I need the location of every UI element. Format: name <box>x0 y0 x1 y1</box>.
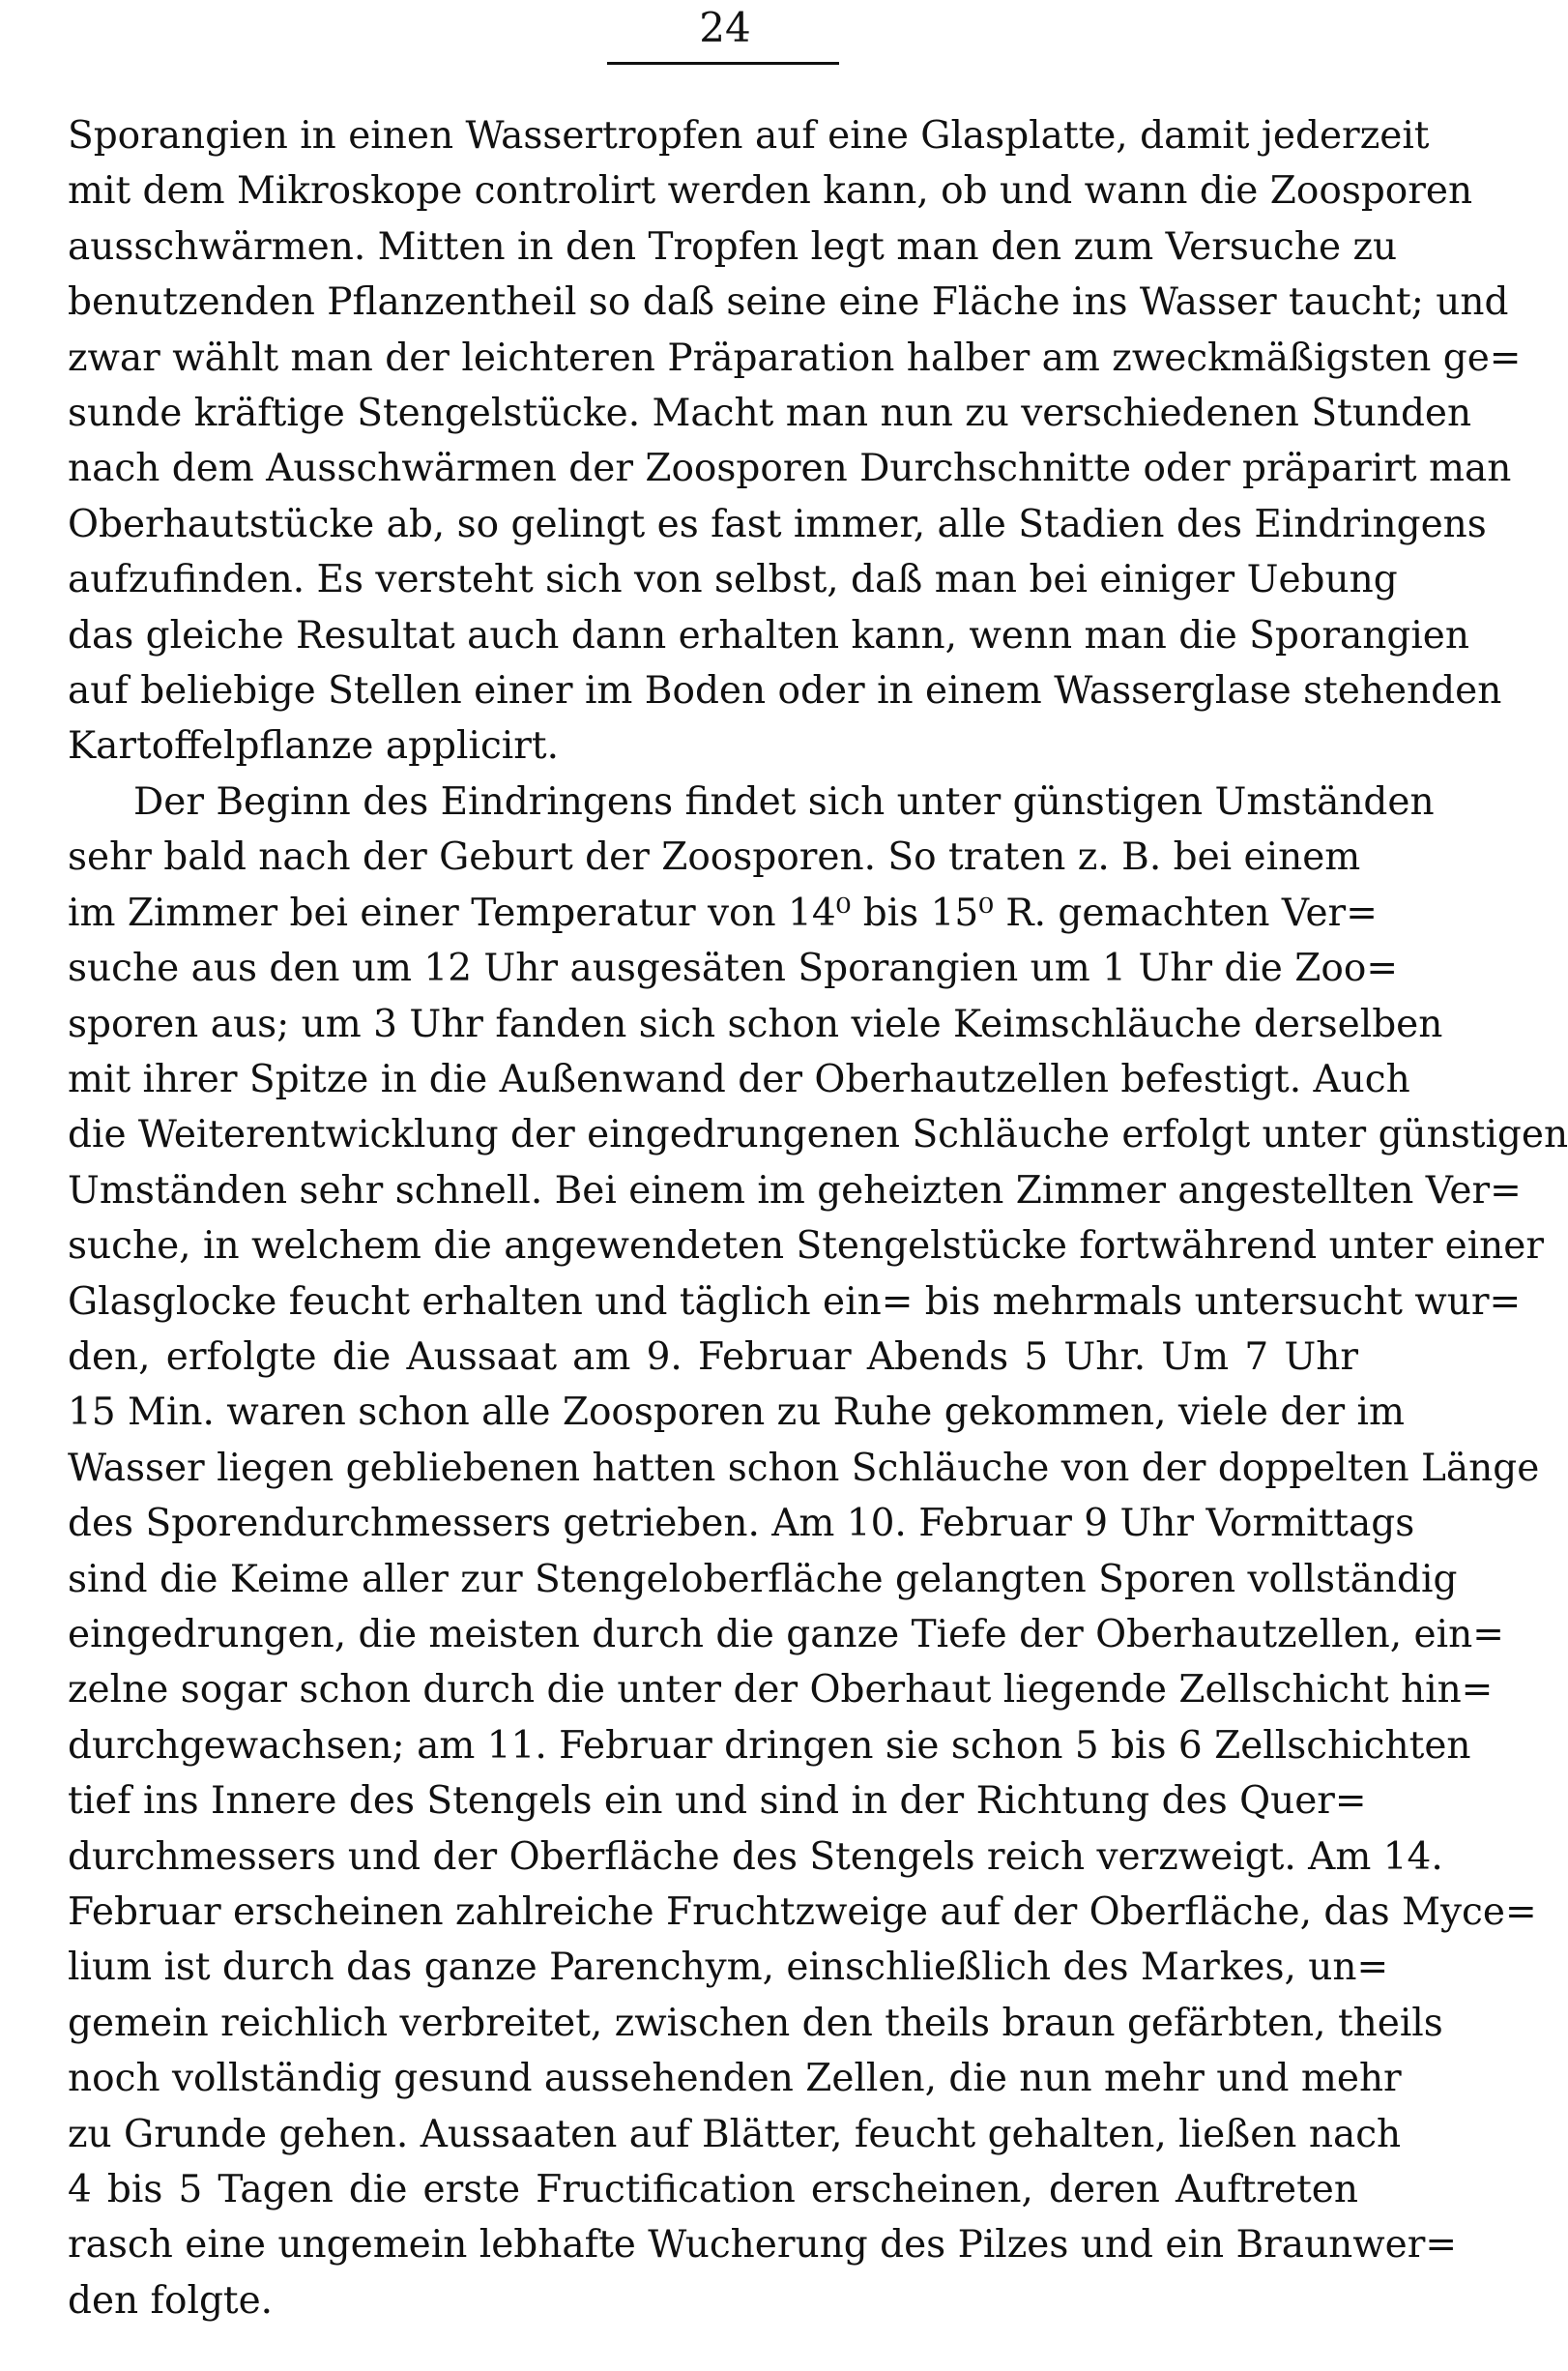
text-line: sind die Keime aller zur Stengeloberfläche gelangten Sporen vollständig <box>68 1557 1458 1601</box>
paragraph <box>68 775 1568 2328</box>
text-line: Der Beginn des Eindringens findet sich unter günstigen Umständen <box>133 779 1435 824</box>
text-line: aufzufinden. Es versteht sich von selbst, daß man bei einiger Uebung <box>68 558 1398 602</box>
text-line: zwar wählt man der leichteren Präparation halber am zweckmäßigsten ge= <box>68 336 1522 380</box>
text-line: zu Grunde gehen. Aussaaten auf Blätter, feucht gehalten, ließen nach <box>68 2112 1402 2156</box>
text-line: durchmessers und der Oberfläche des Stengels reich verzweigt. Am 14. <box>68 1834 1443 1879</box>
text-line: lium ist durch das ganze Parenchym, einschließlich des Markes, un= <box>68 1946 1389 1990</box>
text-line: auf beliebige Stellen einer im Boden oder in einem Wasserglase stehenden <box>68 669 1502 714</box>
text-line: noch vollständig gesund aussehenden Zellen, die nun mehr und mehr <box>68 2057 1402 2101</box>
page-number: 24 <box>699 4 751 51</box>
page-number-rule <box>607 62 839 65</box>
text-line: sunde kräftige Stengelstücke. Macht man nun zu verschiedenen Stunden <box>68 392 1472 436</box>
text-line: des Sporendurchmessers getrieben. Am 10. Februar 9 Uhr Vormittags <box>68 1502 1415 1546</box>
text-line: rasch eine ungemein lebhafte Wucherung des Pilzes und ein Braunwer= <box>68 2223 1458 2268</box>
text-line: Wasser liegen gebliebenen hatten schon Schläuche von der doppelten Länge <box>68 1446 1540 1490</box>
text-line: durchgewachsen; am 11. Februar dringen sie schon 5 bis 6 Zellschichten <box>68 1723 1471 1768</box>
text-line: suche, in welchem die angewendeten Stengelstücke fortwährend unter einer <box>68 1224 1544 1269</box>
text-line: nach dem Ausschwärmen der Zoosporen Durchschnitte oder präparirt man <box>68 447 1512 491</box>
text-line: gemein reichlich verbreitet, zwischen den theils braun gefärbten, theils <box>68 2001 1443 2045</box>
text-line: den folgte. <box>68 2278 274 2323</box>
text-line: sehr bald nach der Geburt der Zoosporen. So traten z. B. bei einem <box>68 835 1361 880</box>
text-line: die Weiterentwicklung der eingedrungenen Schläuche erfolgt unter günstigen <box>68 1113 1568 1157</box>
text-line: ausschwärmen. Mitten in den Tropfen legt man den zum Versuche zu <box>68 224 1398 269</box>
text-line: im Zimmer bei einer Temperatur von 14⁰ bis 15⁰ R. gemachten Ver= <box>68 891 1378 935</box>
text-line: benutzenden Pflanzentheil so daß seine eine Fläche ins Wasser taucht; und <box>68 280 1509 325</box>
text-line: eingedrungen, die meisten durch die ganze Tiefe der Oberhautzellen, ein= <box>68 1612 1504 1656</box>
text-line: 4 bis 5 Tagen die erste Fructification erscheinen, deren Auftreten <box>68 2168 1358 2212</box>
text-line: Oberhautstücke ab, so gelingt es fast immer, alle Stadien des Eindringens <box>68 502 1487 546</box>
text-line: Februar erscheinen zahlreiche Fruchtzweige auf der Oberfläche, das Myce= <box>68 1890 1537 1934</box>
body-text <box>68 108 1568 2328</box>
text-line: mit ihrer Spitze in die Außenwand der Oberhautzellen befestigt. Auch <box>68 1057 1410 1101</box>
text-line: suche aus den um 12 Uhr ausgesäten Sporangien um 1 Uhr die Zoo= <box>68 947 1399 991</box>
text-line: tief ins Innere des Stengels ein und sind in der Richtung des Quer= <box>68 1779 1367 1824</box>
text-line: Glasglocke feucht erhalten und täglich ein= bis mehrmals untersucht wur= <box>68 1279 1522 1324</box>
text-line: Sporangien in einen Wassertropfen auf eine Glasplatte, damit jederzeit <box>68 114 1430 158</box>
text-line: Kartoffelpflanze applicirt. <box>68 724 559 769</box>
text-line: das gleiche Resultat auch dann erhalten kann, wenn man die Sporangien <box>68 613 1469 658</box>
text-line: mit dem Mikroskope controlirt werden kann, ob und wann die Zoosporen <box>68 169 1473 214</box>
text-line: den, erfolgte die Aussaat am 9. Februar Abends 5 Uhr. Um 7 Uhr <box>68 1334 1358 1379</box>
text-line: 15 Min. waren schon alle Zoosporen zu Ruhe gekommen, viele der im <box>68 1390 1405 1435</box>
text-line: Umständen sehr schnell. Bei einem im geheizten Zimmer angestellten Ver= <box>68 1168 1522 1213</box>
text-line: zelne sogar schon durch die unter der Oberhaut liegende Zellschicht hin= <box>68 1668 1494 1712</box>
text-line: sporen aus; um 3 Uhr fanden sich schon viele Keimschläuche derselben <box>68 1002 1443 1046</box>
paragraph <box>68 108 1522 775</box>
